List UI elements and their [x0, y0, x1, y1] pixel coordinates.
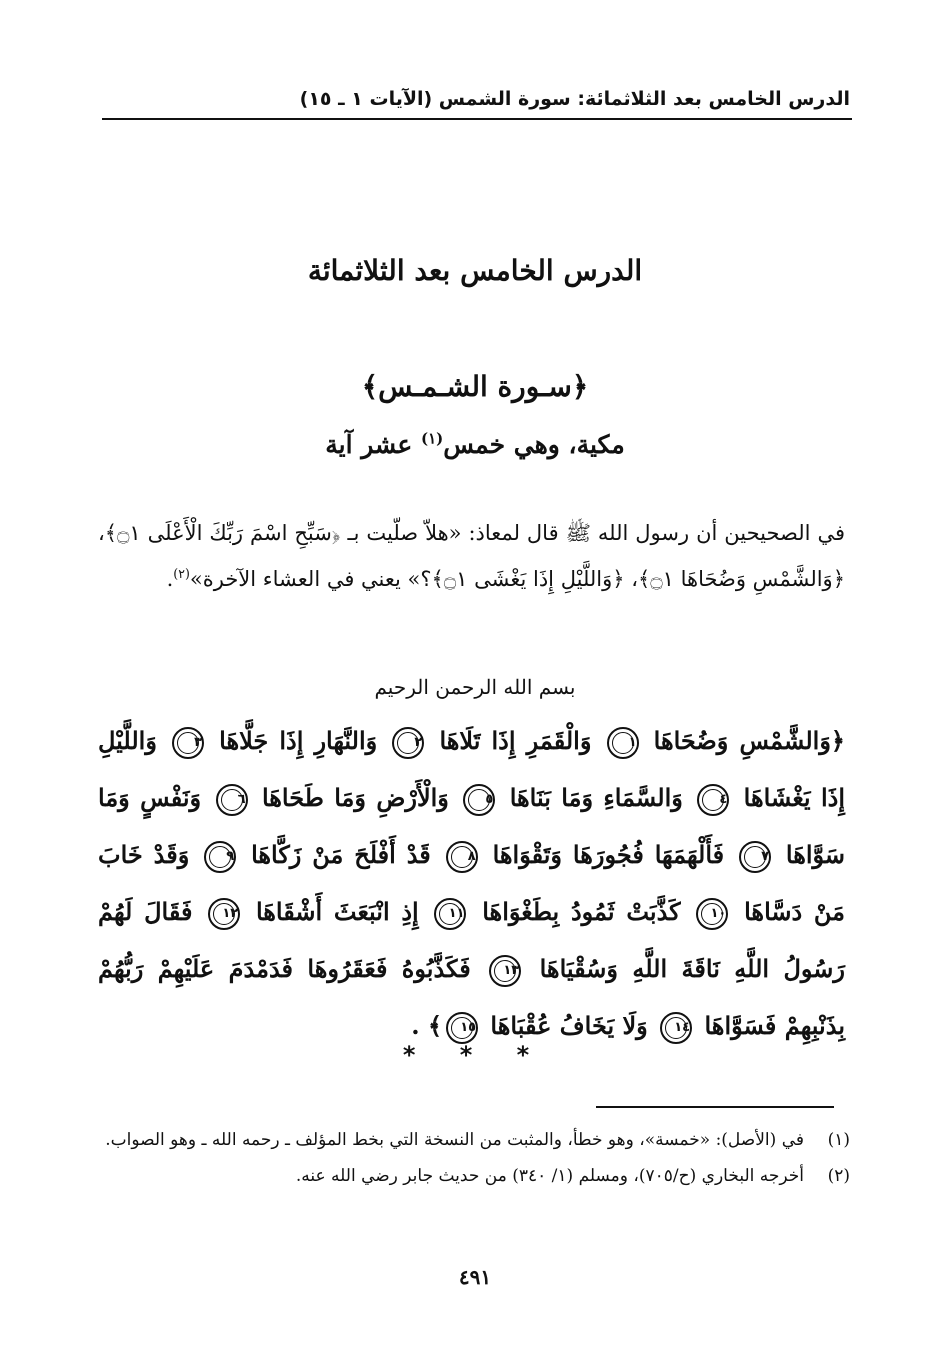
surah-subtitle-text: مكية، وهي خمس: [443, 430, 625, 459]
hadith-paragraph: [98, 510, 845, 602]
verse-text: قَدْ أَفْلَحَ مَنْ زَكَّاهَا: [251, 840, 431, 869]
verse-text: وَالْقَمَرِ إِذَا تَلَاهَا: [439, 726, 592, 755]
aya-number-marker: ٤: [697, 784, 729, 816]
aya-number-marker: ١: [607, 727, 639, 759]
basmala: بسم الله الرحمن الرحيم: [374, 675, 576, 699]
aya-number-marker: ٦: [216, 784, 248, 816]
verse-text: وَقَدْ خَابَ مَنْ دَسَّاهَا: [98, 840, 846, 926]
verse-text: وَالنَّهَارِ إِذَا جَلَّاهَا: [219, 726, 378, 755]
verse-text: فَأَلْهَمَهَا فُجُورَهَا وَتَقْوَاهَا: [492, 840, 725, 869]
header-rule: [102, 118, 852, 120]
verse-text: فَكَذَّبُوهُ فَعَقَرُوهَا فَدَمْدَمَ عَلَيْهِمْ رَبُّهُمْ بِذَنْبِهِمْ فَسَوَّاهَا: [98, 954, 845, 1040]
aya-number-marker: ١٤: [660, 1012, 692, 1044]
aya-number-marker: ٧: [739, 841, 771, 873]
hadith-text: في الصحيحين أن رسول الله ﷺ قال لمعاذ: «هلاّ صلّيت بـ ﴿سَبِّحِ اسْمَ رَبِّكَ الْأَعْلَى ۝١﴾، ﴿وَالشَّمْسِ وَضُحَاهَا ۝١﴾، ﴿وَاللَّيْلِ إِذَا يَغْشَى ۝١﴾؟» يعني في العشاء الآخرة»: [98, 521, 845, 591]
verse-text: وَلَا يَخَافُ عُقْبَاهَا: [490, 1011, 648, 1040]
quran-verses: [98, 712, 845, 1054]
surah-subtitle-end: عشر آية: [325, 430, 421, 459]
aya-number-marker: ١١: [434, 898, 466, 930]
aya-number-marker: ٢: [392, 727, 424, 759]
verse-text: وَنَفْسٍ وَمَا سَوَّاهَا: [98, 783, 846, 869]
footnotes: [98, 1122, 850, 1194]
aya-number-marker: ١٢: [208, 898, 240, 930]
surah-subtitle: [100, 420, 850, 470]
footnote-text: أخرجه البخاري (ح/٧٠٥)، ومسلم (١/ ٣٤٠) من حديث جابر رضي الله عنه.: [295, 1166, 804, 1186]
verse-text: فَقَالَ لَهُمْ رَسُولُ اللَّهِ نَاقَةَ اللَّهِ وَسُقْيَاهَا: [98, 897, 846, 983]
verse-text: كَذَّبَتْ ثَمُودُ بِطَغْوَاهَا: [482, 897, 681, 926]
footnote-number: (٢): [827, 1166, 850, 1186]
aya-number-marker: ١٠: [696, 898, 728, 930]
footnote-text: في (الأصل): «خمسة»، وهو خطأ، والمثبت من النسخة التي بخط المؤلف ـ رحمه الله ـ وهو الصواب.: [105, 1130, 804, 1150]
footnote-1: [98, 1122, 850, 1158]
verse-text: إِذِ انْبَعَثَ أَشْقَاهَا: [255, 897, 419, 926]
verse-text: ﴿وَالشَّمْسِ وَضُحَاهَا: [653, 726, 845, 755]
verse-text: وَالسَّمَاءِ وَمَا بَنَاهَا: [509, 783, 683, 812]
section-separator: * * *: [402, 1041, 548, 1069]
verses-end: ﴾ .: [411, 1011, 443, 1040]
footnote-rule: [596, 1106, 834, 1108]
verse-text: وَالْأَرْضِ وَمَا طَحَاهَا: [261, 783, 449, 812]
surah-title: ﴿سـورة الشـمـس﴾: [361, 370, 589, 403]
aya-number-marker: ٨: [446, 841, 478, 873]
footnote-number: (١): [827, 1130, 850, 1150]
page-number: ٤٩١: [458, 1265, 492, 1289]
lesson-title: الدرس الخامس بعد الثلاثمائة: [307, 254, 643, 287]
footnote-ref-1[interactable]: (١): [420, 429, 444, 448]
aya-number-marker: ١٥: [446, 1012, 478, 1044]
aya-number-marker: ١٣: [489, 955, 521, 987]
footnote-ref-2[interactable]: (٢): [173, 566, 190, 581]
hadith-end: .: [166, 567, 174, 591]
aya-number-marker: ٣: [172, 727, 204, 759]
verse-text: وَاللَّيْلِ إِذَا يَغْشَاهَا: [98, 726, 846, 812]
footnote-2: [98, 1158, 850, 1194]
running-header: الدرس الخامس بعد الثلاثمائة: سورة الشمس (الآيات ١ ـ ١٥): [299, 88, 850, 110]
aya-number-marker: ٥: [463, 784, 495, 816]
aya-number-marker: ٩: [204, 841, 236, 873]
